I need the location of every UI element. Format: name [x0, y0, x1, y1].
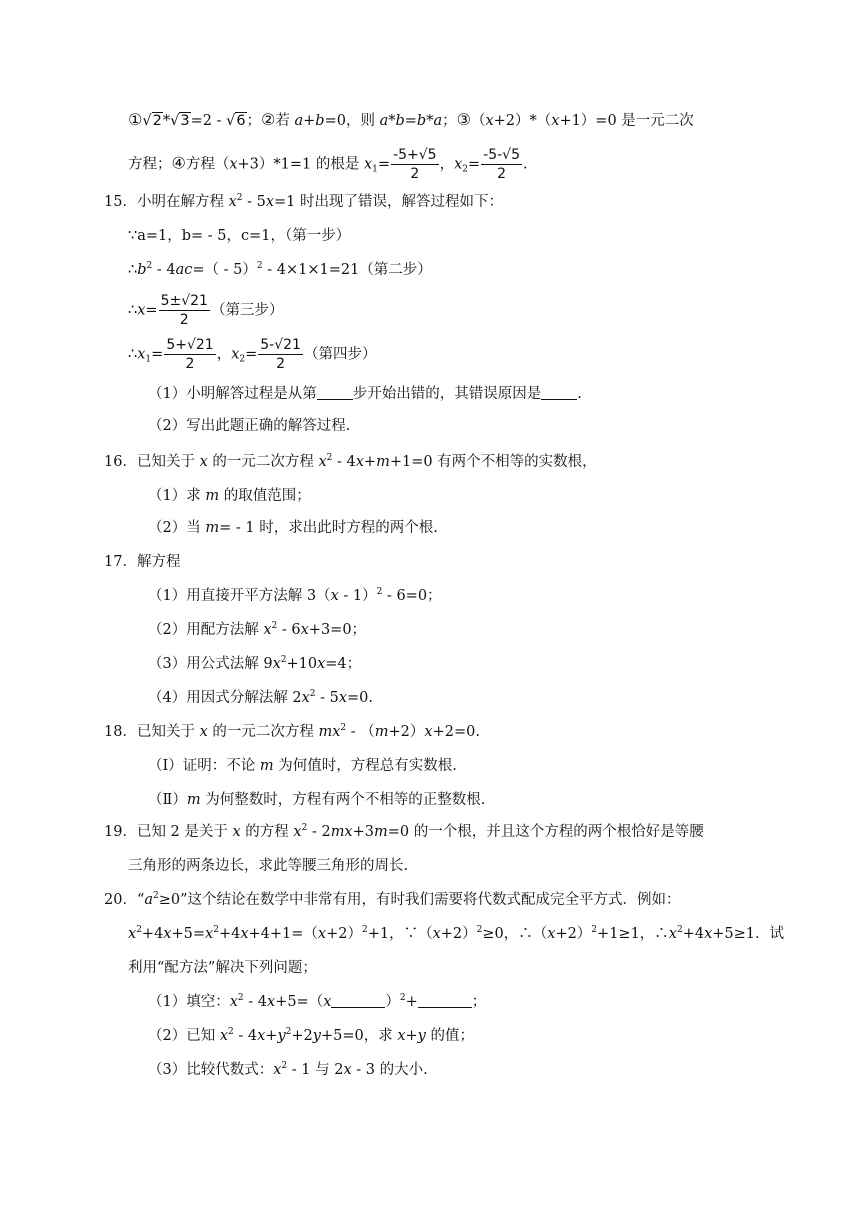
q19-line-2: 三角形的两条边长，求此等腰三角形的周长.	[128, 858, 409, 874]
q19-line-1: 19．已知 2 是关于 x 的方程 $x^2 - 2mx+3m=0$ 的一个根，并且这个方程的两个根恰好是等腰	[104, 823, 704, 840]
fraction-root-2: $\frac{-5-√5}{2}$	[483, 147, 521, 182]
fraction-step-4-x1: $\frac{5+√21}{2}$	[166, 337, 214, 372]
q17-part-1: （1）用直接开平方法解 3（x - 1）$^2$ - 6=0；	[148, 587, 442, 604]
q18-part-1: （Ⅰ）证明：不论 m 为何值时，方程总有实数根.	[148, 758, 457, 774]
q17-part-2: （2）用配方法解 $x^2 - 6x+3=0$；	[148, 621, 367, 638]
answer-blank[interactable]	[418, 993, 472, 1008]
q16-part-1: （1）求 m 的取值范围；	[148, 488, 311, 504]
q17-part-3: （3）用公式法解 $9x^2+10x=4$；	[148, 655, 362, 672]
answer-blank[interactable]	[317, 385, 353, 400]
q15-intro: 15．小明在解方程 $x^2 - 5x=1$ 时出现了错误，解答过程如下：	[104, 193, 503, 210]
circle-number-2: ②	[261, 110, 276, 129]
q14-line-2: 方程；④方程（x+3）*1=1 的根是 $x_1=$ $\frac{-5+√5}{2}$ ，$x_2=$ $\frac{-5-√5}{2}$ .	[128, 147, 528, 182]
q15-step-4: $\therefore x_1=$ $\frac{5+√21}{2}$ ，$x_2=$ $\frac{5-√21}{2}$ （第四步）	[128, 337, 377, 372]
q18-intro: 18．已知关于 x 的一元二次方程 $mx^2 - (m+2)x+2=0$.	[104, 723, 480, 740]
q20-line-2: $x^2+4x+5=x^2+4x+4+1=(x+2)^2+1$，$\because(x+2)^2\ge 0$，$\therefore(x+2)^2+1\ge 1$，$\therefore x^2+4x+5\ge 1$．试	[128, 925, 785, 942]
sqrt-3: √3	[170, 113, 190, 129]
q15-step-2: $\therefore b^2 - 4ac=( - 5)^2 - 4\times 1\times 1=21$（第二步）	[128, 261, 432, 278]
q20-part-3: （3）比较代数式：$x^2 - 1$ 与 2x - 3 的大小.	[148, 1061, 428, 1078]
sqrt-2: √2	[142, 113, 162, 129]
q14-line-1: ①√2*√3=2 - √6；②若 a+b=0，则 a*b=b*a；③（x+2）*（x+1）=0 是一元二次	[128, 110, 694, 129]
fraction-root-1: $\frac{-5+√5}{2}$	[393, 147, 437, 182]
q15-part-1: （1）小明解答过程是从第 步开始出错的，其错误原因是 .	[148, 386, 582, 402]
q16-intro: 16．已知关于 x 的一元二次方程 $x^2 - 4x+m+1=0$ 有两个不相等的实数根，	[104, 453, 597, 470]
q20-line-1: 20．“$a^2\ge 0$”这个结论在数学中非常有用，有时我们需要将代数式配成完全平方式．例如：	[104, 891, 681, 908]
q17-part-4: （4）用因式分解法解 $2x^2 - 5x=0$.	[148, 689, 373, 706]
circle-number-3: ③	[456, 110, 471, 129]
fraction-step-3: $\frac{5\pm√21}{2}$	[160, 293, 208, 328]
q15-step-3: ∴x= $\frac{5\pm√21}{2}$ （第三步）	[128, 293, 284, 328]
q20-part-1: （1）填空：$x^2 - 4x+5=(x$ ）$^2$+ ；	[148, 993, 487, 1010]
q20-line-3: 利用“配方法”解决下列问题；	[128, 960, 317, 976]
q16-part-2: （2）当 m= - 1 时，求出此时方程的两个根.	[148, 520, 438, 536]
q15-step-1: ∵a=1，b= - 5，c=1，（第一步）	[128, 228, 351, 244]
q17-intro: 17．解方程	[104, 554, 181, 570]
q18-part-2: （Ⅱ）m 为何整数时，方程有两个不相等的正整数根.	[148, 792, 486, 808]
answer-blank[interactable]	[331, 993, 385, 1008]
sqrt-6: √6	[226, 113, 246, 129]
fraction-step-4-x2: $\frac{5-√21}{2}$	[260, 337, 301, 372]
q15-part-2: （2）写出此题正确的解答过程.	[148, 418, 351, 434]
question-number: 15．	[104, 194, 137, 210]
q20-part-2: （2）已知 $x^2 - 4x+y^2+2y+5=0$，求 x+y 的值；	[148, 1027, 474, 1044]
circle-number-1: ①	[128, 110, 143, 129]
circle-number-4: ④	[171, 153, 186, 173]
answer-blank[interactable]	[541, 385, 577, 400]
